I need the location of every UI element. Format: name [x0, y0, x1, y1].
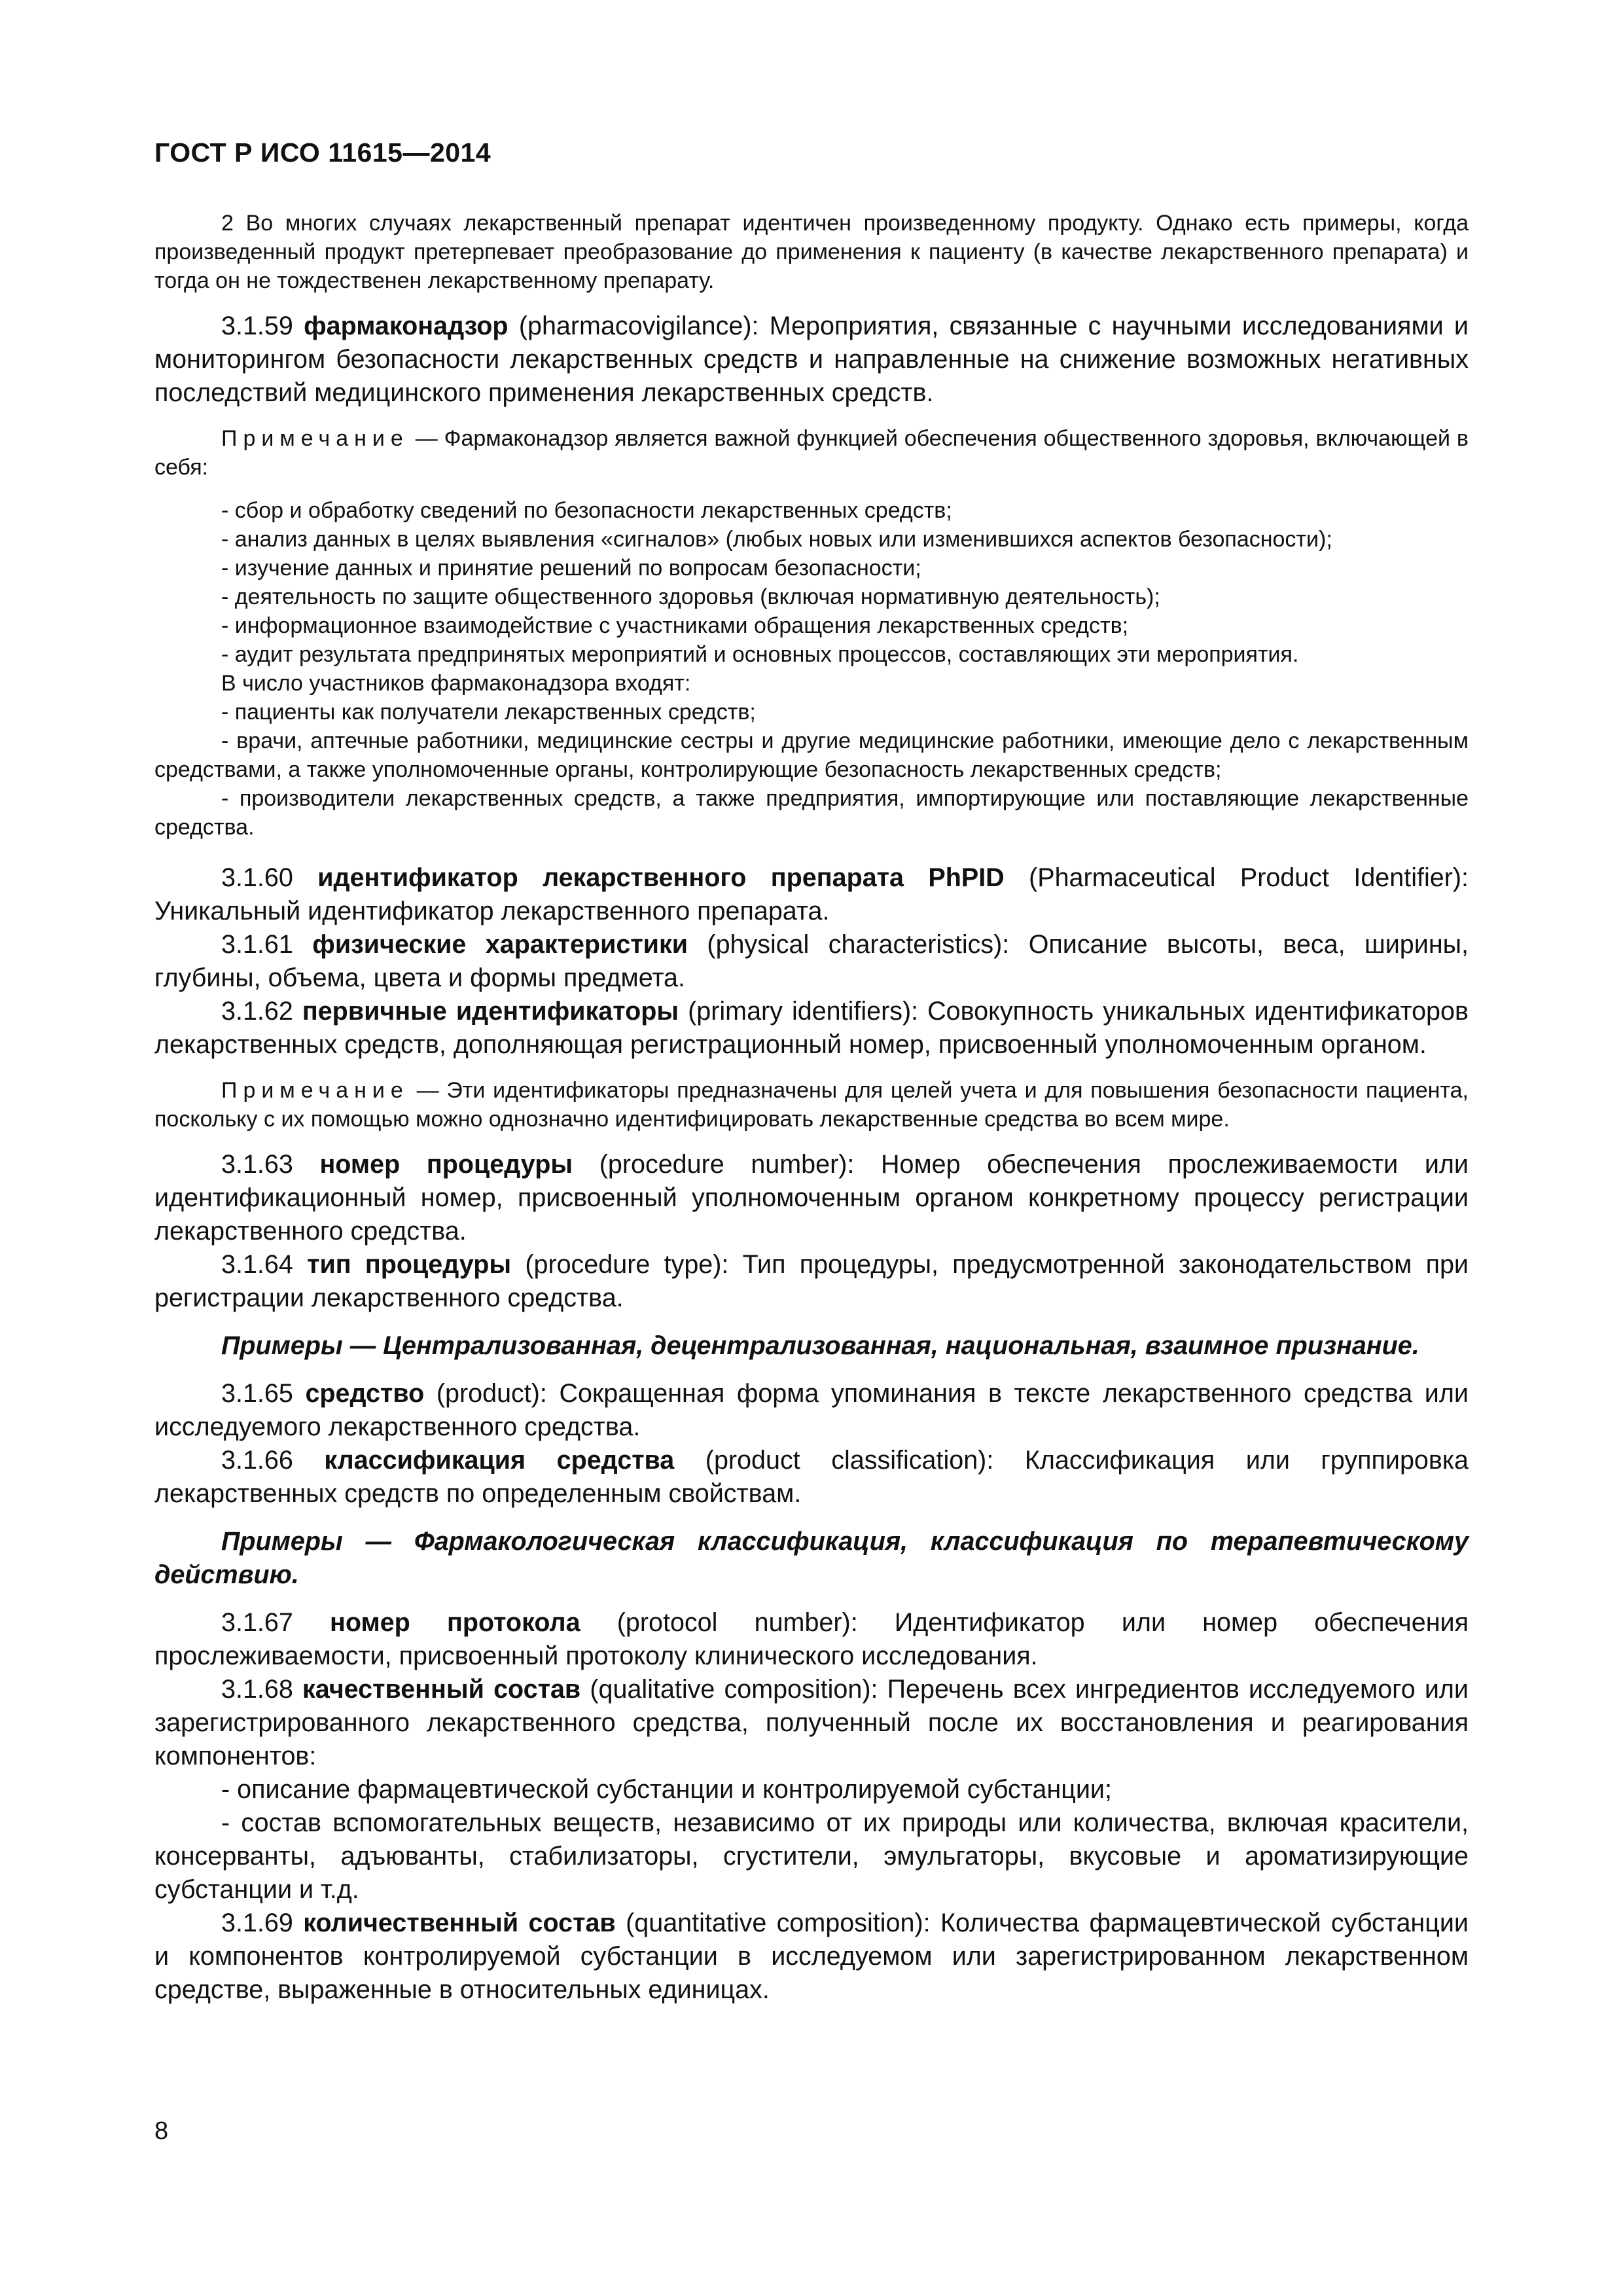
terms-3-1-60-to-62 — [154, 861, 1469, 1062]
list-item: - производители лекарственных средств, а также предприятия, импортирующие или поставляющие лекарственные средства. — [154, 786, 1469, 840]
list-item: - описание фармацевтической субстанции и контролируемой субстанции; — [221, 1775, 1112, 1804]
note-3-1-62: Примечание — Эти идентификаторы предназначены для целей учета и для повышения безопасности пациента, поскольку с их помощью можно однозначно идентифицировать лекарственные средства во всем мире. — [154, 1078, 1469, 1132]
list-item: - информационное взаимодействие с участниками обращения лекарственных средств; — [221, 613, 1129, 638]
term-3-1-67: 3.1.67 номер протокола (protocol number): Идентификатор или номер обеспечения прослеживаемости, присвоенный протоколу клинического исследования. — [154, 1608, 1469, 1670]
list-item: - аудит результата предпринятых мероприятий и основных процессов, составляющих эти мероприятия. — [221, 642, 1299, 667]
examples-3-1-64: Примеры — Централизованная, децентрализованная, национальная, взаимное признание. — [221, 1331, 1419, 1360]
list-item: - деятельность по защите общественного здоровья (включая нормативную деятельность); — [221, 584, 1160, 609]
participants-intro: В число участников фармаконадзора входят: — [221, 671, 691, 696]
list-item: - состав вспомогательных веществ, независимо от их природы или количества, включая красители, консерванты, адъюванты, стабилизаторы, сгустители, эмульгаторы, вкусовые и ароматизирующие субстанции и т.д. — [154, 1808, 1469, 1904]
note-2: 2 Во многих случаях лекарственный препарат идентичен произведенному продукту. Однако есть примеры, когда произведенный продукт претерпевает преобразование до применения к пациенту (в качестве лекарственного препарата) и тогда он не тождественен лекарственному препарату. — [154, 211, 1469, 293]
examples-3-1-66: Примеры — Фармакологическая классификация, классификация по терапевтическому действию. — [154, 1527, 1469, 1589]
note-3-1-59: Примечание — Фармаконадзор является важной функцией обеспечения общественного здоровья, включающей в себя: — [154, 426, 1469, 480]
terms-3-1-63-to-64 — [154, 1148, 1469, 1315]
term-3-1-60: 3.1.60 идентификатор лекарственного препарата PhPID (Pharmaceutical Product Identifier): Уникальный идентификатор лекарственного препарата. — [154, 863, 1469, 925]
term-3-1-65: 3.1.65 средство (product): Сокращенная форма упоминания в тексте лекарственного средства или исследуемого лекарственного средства. — [154, 1379, 1469, 1441]
document-page — [154, 137, 1469, 2007]
term-3-1-66: 3.1.66 классификация средства (product classification): Классификация или группировка лекарственных средств по определенным свойствам. — [154, 1446, 1469, 1508]
list-item: - анализ данных в целях выявления «сигналов» (любых новых или изменившихся аспектов безопасности); — [221, 527, 1332, 552]
list-3-1-59 — [154, 496, 1469, 842]
term-3-1-64: 3.1.64 тип процедуры (procedure type): Тип процедуры, предусмотренной законодательством при регистрации лекарственного средства. — [154, 1250, 1469, 1312]
page-number: 8 — [154, 2117, 169, 2145]
term-3-1-63: 3.1.63 номер процедуры (procedure number): Номер обеспечения прослеживаемости или идентификационный номер, присвоенный уполномоченным органом конкретному процессу регистрации лекарственного средства. — [154, 1150, 1469, 1246]
terms-3-1-67-to-69 — [154, 1606, 1469, 2007]
term-3-1-68: 3.1.68 качественный состав (qualitative composition): Перечень всех ингредиентов исследуемого или зарегистрированного лекарственного средства, полученный после их восстановления и реагирования компонентов: — [154, 1675, 1469, 1770]
list-item: - врачи, аптечные работники, медицинские сестры и другие медицинские работники, имеющие дело с лекарственным средствами, а также уполномоченные органы, контролирующие безопасность лекарственных средств; — [154, 728, 1469, 782]
standard-title: ГОСТ Р ИСО 11615—2014 — [154, 137, 491, 168]
terms-3-1-65-to-66 — [154, 1377, 1469, 1511]
list-item: - изучение данных и принятие решений по вопросам безопасности; — [221, 556, 921, 581]
term-3-1-69: 3.1.69 количественный состав (quantitative composition): Количества фармацевтической субстанции и компонентов контролируемой субстанции в исследуемом или зарегистрированном лекарственном средстве, выраженные в относительных единицах. — [154, 1909, 1469, 2004]
list-item: - пациенты как получатели лекарственных средств; — [221, 700, 756, 725]
term-3-1-59: 3.1.59 фармаконадзор (pharmacovigilance): Мероприятия, связанные с научными исследованиями и мониторингом безопасности лекарственных средств и направленные на снижение возможных негативных последствий медицинского применения лекарственных средств. — [154, 312, 1469, 407]
list-item: - сбор и обработку сведений по безопасности лекарственных средств; — [221, 498, 952, 523]
term-3-1-61: 3.1.61 физические характеристики (physical characteristics): Описание высоты, веса, ширины, глубины, объема, цвета и формы предмета. — [154, 930, 1469, 992]
term-3-1-62: 3.1.62 первичные идентификаторы (primary identifiers): Совокупность уникальных идентификаторов лекарственных средств, дополняющая регистрационный номер, присвоенный уполномоченным органом. — [154, 997, 1469, 1059]
